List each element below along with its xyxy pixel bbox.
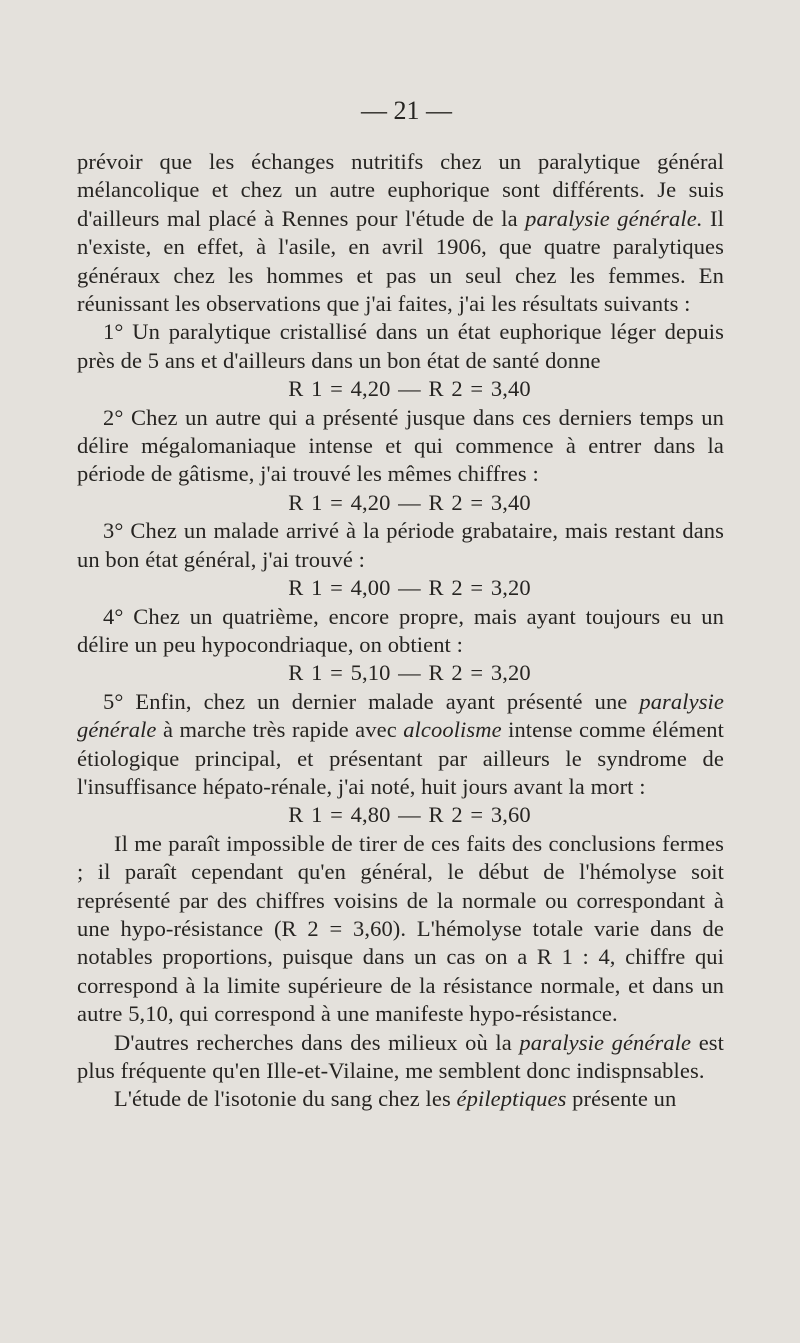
observation-1: 1° Un paralytique cristallisé dans un état euphorique léger depuis près de 5 ans et d'ailleurs dans un bon état de santé donne (77, 319, 724, 373)
formula-1: R 1 = 4,20 — R 2 = 3,40 (288, 376, 531, 402)
italic-term: épileptiques (456, 1086, 567, 1112)
paragraph-intro (77, 148, 724, 318)
observation-3: 3° Chez un malade arrivé à la période grabataire, mais restant dans un bon état général, j'ai trouvé : (77, 518, 724, 572)
text-run: présente un (566, 1086, 677, 1112)
paragraph-recherches (77, 1029, 724, 1086)
italic-term: alcoolisme (403, 717, 502, 743)
italic-term: paralysie générale (77, 688, 724, 743)
observation-2: 2° Chez un autre qui a présenté jusque dans ces derniers temps un délire mégalomaniaque intense et qui commence à entrer dans la période de gâtisme, j'ai trouvé les mêmes chiffres : (77, 404, 724, 487)
text-run: 5° Enfin, chez un dernier malade ayant présenté une (103, 688, 640, 714)
paragraph-epileptiques (77, 1085, 724, 1113)
text-run: est plus fréquente qu'en Ille-et-Vilaine, me semblent donc indispnsables. (77, 1029, 724, 1083)
text-run: L'étude de l'isotonie du sang chez les (114, 1086, 457, 1112)
observation-4: 4° Chez un quatrième, encore propre, mais ayant toujours eu un délire un peu hypocondriaque, on obtient : (77, 603, 724, 657)
formula-2: R 1 = 4,20 — R 2 = 3,40 (288, 489, 531, 515)
formula-5: R 1 = 4,80 — R 2 = 3,60 (288, 802, 531, 828)
formula-4: R 1 = 5,10 — R 2 = 3,20 (288, 660, 531, 686)
page-number: — 21 — (361, 96, 452, 125)
italic-term: paralysie générale (519, 1029, 692, 1055)
observation-5 (77, 688, 724, 802)
text-run: D'autres recherches dans des milieux où la (114, 1029, 520, 1055)
text-run: à marche très rapide avec (156, 717, 404, 743)
formula-3: R 1 = 4,00 — R 2 = 3,20 (288, 575, 531, 601)
text-run: Il n'existe, en effet, à l'asile, en avril 1906, que quatre paralytiques généraux chez les hommes et pas un seul chez les femmes. En réunissant les observations que j'ai faites, j'ai les résultats suivants : (77, 205, 725, 317)
body-text (77, 148, 724, 1114)
text-run: intense comme élément étiologique principal, et présentant par ailleurs le syndrome de l'insuffisance hépato-rénale, j'ai noté, huit jours avant la mort : (77, 717, 724, 799)
italic-term: paralysie générale. (525, 205, 703, 231)
text-run: prévoir que les échanges nutritifs chez un paralytique général mélancolique et chez un autre euphorique sont différents. Je suis d'ailleurs mal placé à Rennes pour l'étude de la (77, 149, 724, 231)
paragraph-conclusion: Il me paraît impossible de tirer de ces faits des conclusions fermes ; il paraît cependant qu'en général, le début de l'hémolyse soit représenté par des chiffres voisins de la normale ou correspondant à une hypo-résistance (R 2 = 3,60). L'hémolyse totale varie dans de notables proportions, puisque dans un cas on a R 1 : 4, chiffre qui correspond à la limite supérieure de la résistance normale, et dans un autre 5,10, qui correspond à une manifeste hypo-résistance. (77, 830, 724, 1027)
